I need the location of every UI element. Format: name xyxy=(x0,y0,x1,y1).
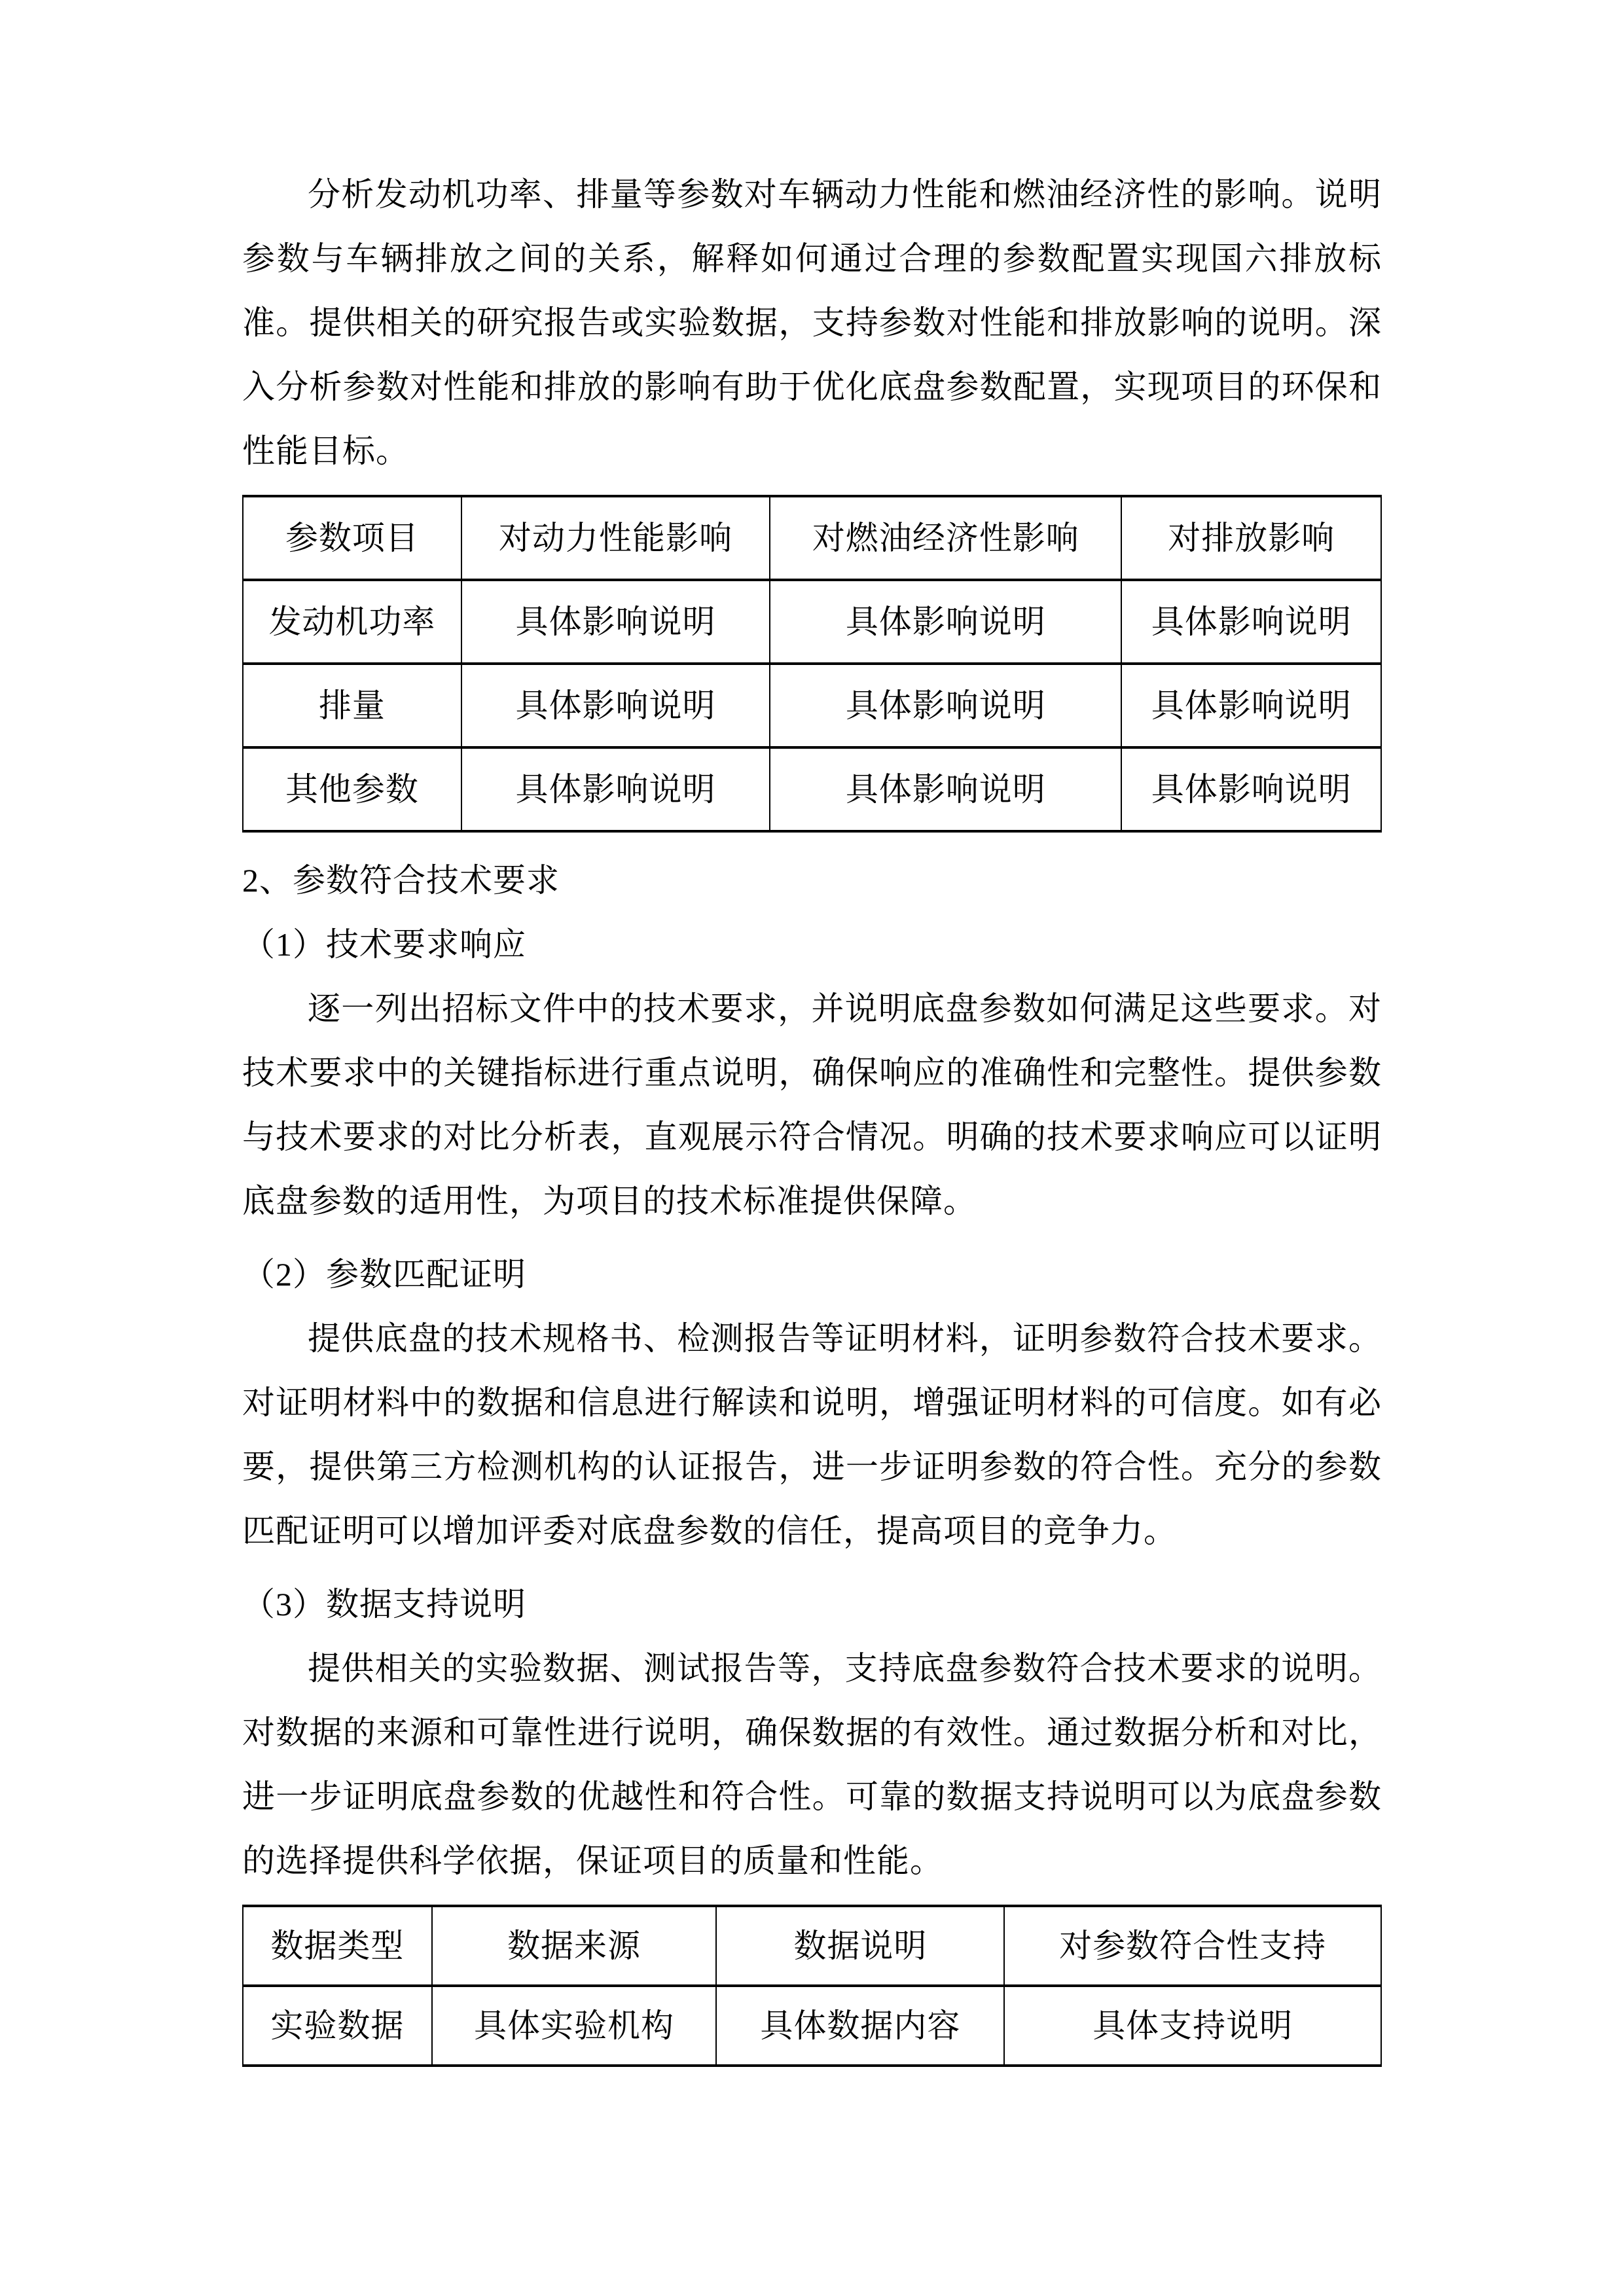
table-header-cell: 对动力性能影响 xyxy=(461,496,770,580)
parameter-impact-table xyxy=(242,495,1382,833)
table-header-cell: 对参数符合性支持 xyxy=(1004,1906,1381,1986)
table-header-cell: 对排放影响 xyxy=(1121,496,1381,580)
table-header-row xyxy=(243,1906,1381,1986)
heading-section-2: 2、参数符合技术要求 xyxy=(242,862,560,899)
table-row xyxy=(243,664,1381,747)
paragraph-technical-requirement-response: 逐一列出招标文件中的技术要求，并说明底盘参数如何满足这些要求。对技术要求中的关键指标进行重点说明，确保响应的准确性和完整性。提供参数与技术要求的对比分析表，直观展示符合情况。明确的技术要求响应可以证明底盘参数的适用性，为项目的技术标准提供保障。 xyxy=(242,990,1382,1219)
table-cell: 具体影响说明 xyxy=(1121,664,1381,747)
table-cell: 实验数据 xyxy=(243,1986,432,2066)
table-cell: 具体影响说明 xyxy=(461,664,770,747)
paragraph-parameter-impact-analysis: 分析发动机功率、排量等参数对车辆动力性能和燃油经济性的影响。说明参数与车辆排放之间的关系，解释如何通过合理的参数配置实现国六排放标准。提供相关的研究报告或实验数据，支持参数对性能和排放影响的说明。深入分析参数对性能和排放的影响有助于优化底盘参数配置，实现项目的环保和性能目标。 xyxy=(242,176,1382,469)
table-cell: 排量 xyxy=(243,664,461,747)
data-table-wrap xyxy=(242,1905,1382,2067)
table-row xyxy=(243,580,1381,664)
table-header-cell: 参数项目 xyxy=(243,496,461,580)
page-content xyxy=(242,162,1382,2067)
table-cell: 具体影响说明 xyxy=(461,747,770,831)
table-cell: 其他参数 xyxy=(243,747,461,831)
table-header-cell: 数据说明 xyxy=(716,1906,1004,1986)
table-header-cell: 数据来源 xyxy=(432,1906,717,1986)
table-header-cell: 数据类型 xyxy=(243,1906,432,1986)
paragraph-data-support: 提供相关的实验数据、测试报告等，支持底盘参数符合技术要求的说明。对数据的来源和可靠性进行说明，确保数据的有效性。通过数据分析和对比，进一步证明底盘参数的优越性和符合性。可靠的数据支持说明可以为底盘参数的选择提供科学依据，保证项目的质量和性能。 xyxy=(242,1650,1382,1879)
table-header-cell: 对燃油经济性影响 xyxy=(770,496,1121,580)
table-cell: 具体影响说明 xyxy=(770,664,1121,747)
table-header-row xyxy=(243,496,1381,580)
table-cell: 具体影响说明 xyxy=(1121,580,1381,664)
table-cell: 具体影响说明 xyxy=(1121,747,1381,831)
paragraph-parameter-matching-proof: 提供底盘的技术规格书、检测报告等证明材料，证明参数符合技术要求。对证明材料中的数据和信息进行解读和说明，增强证明材料的可信度。如有必要，提供第三方检测机构的认证报告，进一步证明参数的符合性。充分的参数匹配证明可以增加评委对底盘参数的信任，提高项目的竞争力。 xyxy=(242,1320,1382,1549)
table-row xyxy=(243,747,1381,831)
heading-sub-2-parameter-matching-proof: （2）参数匹配证明 xyxy=(242,1256,526,1293)
table-cell: 具体影响说明 xyxy=(770,580,1121,664)
table-cell: 具体数据内容 xyxy=(716,1986,1004,2066)
heading-sub-1-technical-requirement-response: （1）技术要求响应 xyxy=(242,926,526,963)
table-cell: 具体实验机构 xyxy=(432,1986,717,2066)
table-cell: 具体支持说明 xyxy=(1004,1986,1381,2066)
table-cell: 具体影响说明 xyxy=(770,747,1121,831)
table-cell: 发动机功率 xyxy=(243,580,461,664)
data-support-table xyxy=(242,1905,1382,2067)
table-cell: 具体影响说明 xyxy=(461,580,770,664)
heading-sub-3-data-support: （3）数据支持说明 xyxy=(242,1586,526,1623)
impact-table-wrap xyxy=(242,495,1382,833)
table-row xyxy=(243,1986,1381,2066)
